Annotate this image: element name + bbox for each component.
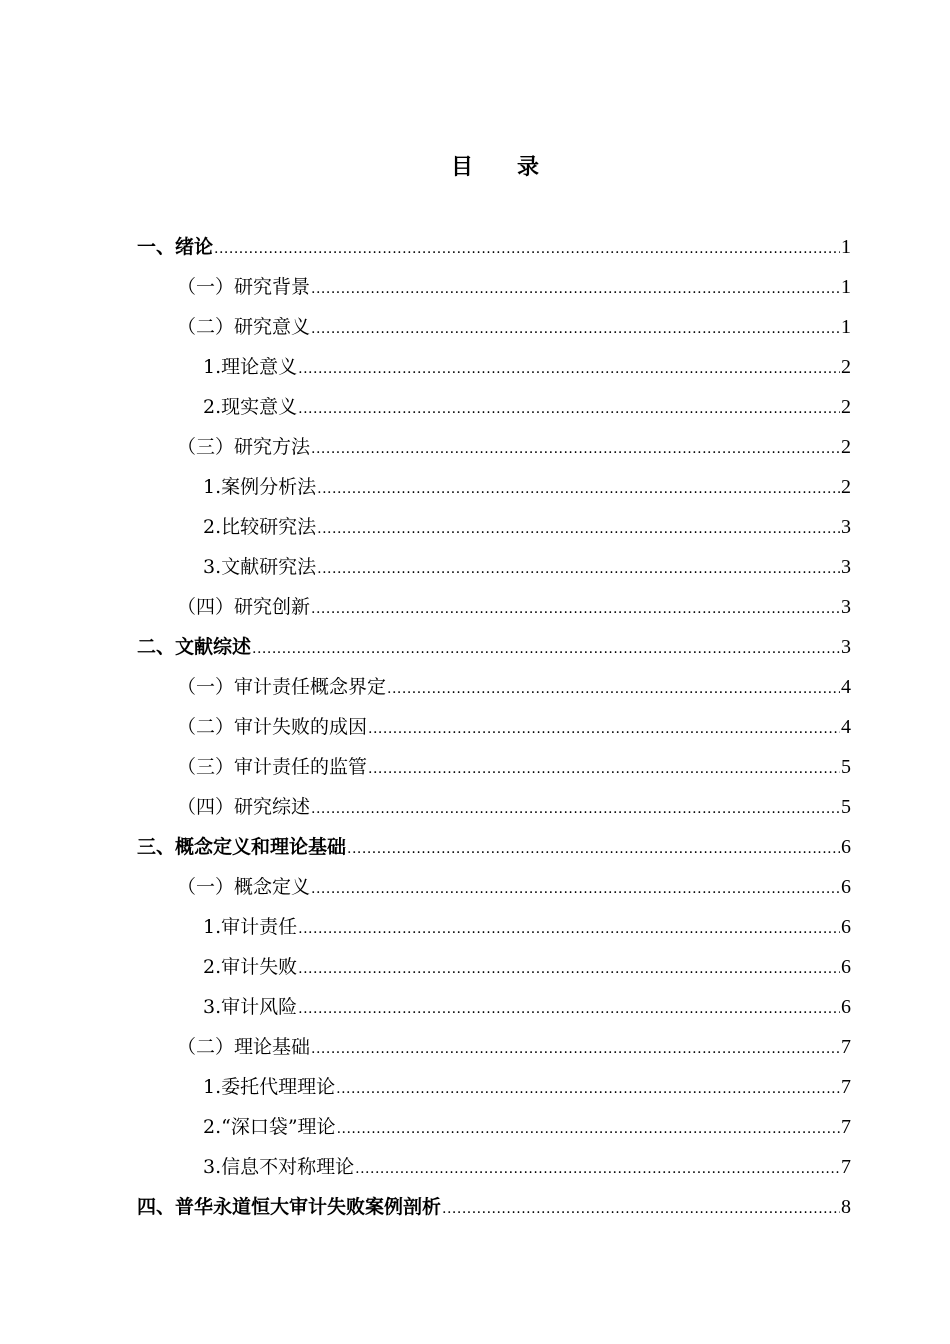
dot-leader	[311, 431, 840, 467]
dot-leader	[368, 711, 840, 747]
dot-leader	[311, 1031, 840, 1067]
toc-entry-page-number: 6	[841, 876, 851, 898]
toc-entry-page-number: 3	[841, 636, 851, 658]
toc-entry-label: （四）研究综述	[177, 796, 311, 818]
dot-leader	[311, 791, 840, 827]
dot-leader	[252, 631, 840, 667]
toc-entry-label: （二）研究意义	[177, 316, 311, 338]
dot-leader	[311, 591, 840, 627]
toc-entry-page-number: 3	[841, 516, 851, 538]
toc-entry-page-number: 6	[841, 916, 851, 938]
dot-leader	[387, 671, 840, 707]
toc-entry-label: （一）概念定义	[177, 876, 311, 898]
toc-entry[interactable]	[137, 589, 851, 629]
toc-entry-page-number: 6	[841, 836, 851, 858]
toc-entry-page-number: 5	[841, 796, 851, 818]
toc-entry[interactable]	[137, 749, 851, 789]
toc-entry[interactable]	[137, 669, 851, 709]
toc-entry-label: 2.现实意义	[203, 396, 298, 418]
dot-leader	[298, 991, 840, 1027]
toc-entry-label: 2.比较研究法	[203, 516, 317, 538]
dot-leader	[311, 311, 840, 347]
toc-entry[interactable]	[137, 549, 851, 589]
toc-entry-label: （一）研究背景	[177, 276, 311, 298]
dot-leader	[317, 471, 840, 507]
toc-entry-page-number: 7	[841, 1036, 851, 1058]
toc-entry-label: 三、概念定义和理论基础	[137, 836, 347, 858]
dot-leader	[214, 231, 840, 267]
toc-entry-page-number: 6	[841, 956, 851, 978]
toc-entry-label: （四）研究创新	[177, 596, 311, 618]
dot-leader	[298, 911, 840, 947]
toc-entry[interactable]	[137, 949, 851, 989]
toc-entry-page-number: 8	[841, 1196, 851, 1218]
toc-entry-label: 一、绪论	[137, 236, 214, 258]
table-of-contents	[137, 229, 851, 1229]
toc-entry-page-number: 7	[841, 1156, 851, 1178]
toc-entry[interactable]	[137, 309, 851, 349]
toc-entry[interactable]	[137, 789, 851, 829]
toc-entry[interactable]	[137, 509, 851, 549]
toc-entry-page-number: 7	[841, 1116, 851, 1138]
toc-entry[interactable]	[137, 1029, 851, 1069]
dot-leader	[337, 1111, 840, 1147]
toc-entry-page-number: 3	[841, 556, 851, 578]
toc-entry-page-number: 1	[841, 236, 851, 258]
toc-entry[interactable]	[137, 229, 851, 269]
toc-entry[interactable]	[137, 1189, 851, 1229]
toc-entry-label: （二）审计失败的成因	[177, 716, 368, 738]
toc-entry-page-number: 1	[841, 316, 851, 338]
toc-entry[interactable]	[137, 429, 851, 469]
toc-entry-label: （三）研究方法	[177, 436, 311, 458]
toc-entry[interactable]	[137, 1109, 851, 1149]
toc-entry-label: 1.理论意义	[203, 356, 298, 378]
toc-entry-label: 1.委托代理理论	[203, 1076, 336, 1098]
toc-entry-page-number: 2	[841, 436, 851, 458]
toc-entry-label: （三）审计责任的监管	[177, 756, 368, 778]
dot-leader	[298, 391, 840, 427]
toc-entry[interactable]	[137, 469, 851, 509]
toc-entry[interactable]	[137, 389, 851, 429]
toc-entry-page-number: 3	[841, 596, 851, 618]
dot-leader	[317, 511, 840, 547]
dot-leader	[298, 951, 840, 987]
toc-entry-label: 1.案例分析法	[203, 476, 317, 498]
dot-leader	[368, 751, 840, 787]
toc-entry-label: 2.审计失败	[203, 956, 298, 978]
toc-entry[interactable]	[137, 349, 851, 389]
toc-entry-label: 二、文献综述	[137, 636, 252, 658]
toc-entry-page-number: 7	[841, 1076, 851, 1098]
toc-entry-label: 3.审计风险	[203, 996, 298, 1018]
toc-entry-label: 3.文献研究法	[203, 556, 317, 578]
dot-leader	[298, 351, 840, 387]
toc-entry-label: 3.信息不对称理论	[203, 1156, 355, 1178]
toc-entry[interactable]	[137, 1149, 851, 1189]
toc-entry[interactable]	[137, 1069, 851, 1109]
toc-entry-page-number: 4	[841, 716, 851, 738]
toc-entry[interactable]	[137, 629, 851, 669]
dot-leader	[317, 551, 840, 587]
dot-leader	[442, 1191, 840, 1227]
toc-entry-page-number: 6	[841, 996, 851, 1018]
toc-entry[interactable]	[137, 709, 851, 749]
dot-leader	[311, 871, 840, 907]
dot-leader	[347, 831, 840, 867]
toc-entry-label: 2.“深口袋”理论	[203, 1116, 336, 1138]
toc-entry-page-number: 4	[841, 676, 851, 698]
page-title: 目 录	[450, 155, 539, 180]
dot-leader	[355, 1151, 840, 1187]
toc-entry-page-number: 2	[841, 396, 851, 418]
toc-entry-page-number: 5	[841, 756, 851, 778]
dot-leader	[336, 1071, 840, 1107]
toc-entry-label: 1.审计责任	[203, 916, 298, 938]
toc-entry-page-number: 1	[841, 276, 851, 298]
toc-entry[interactable]	[137, 989, 851, 1029]
toc-entry-label: （一）审计责任概念界定	[177, 676, 387, 698]
toc-entry-label: （二）理论基础	[177, 1036, 311, 1058]
toc-entry-page-number: 2	[841, 476, 851, 498]
toc-entry-page-number: 2	[841, 356, 851, 378]
toc-entry[interactable]	[137, 909, 851, 949]
toc-entry[interactable]	[137, 269, 851, 309]
toc-entry-label: 四、普华永道恒大审计失败案例剖析	[137, 1196, 442, 1218]
toc-entry[interactable]	[137, 829, 851, 869]
toc-entry[interactable]	[137, 869, 851, 909]
dot-leader	[311, 271, 840, 307]
